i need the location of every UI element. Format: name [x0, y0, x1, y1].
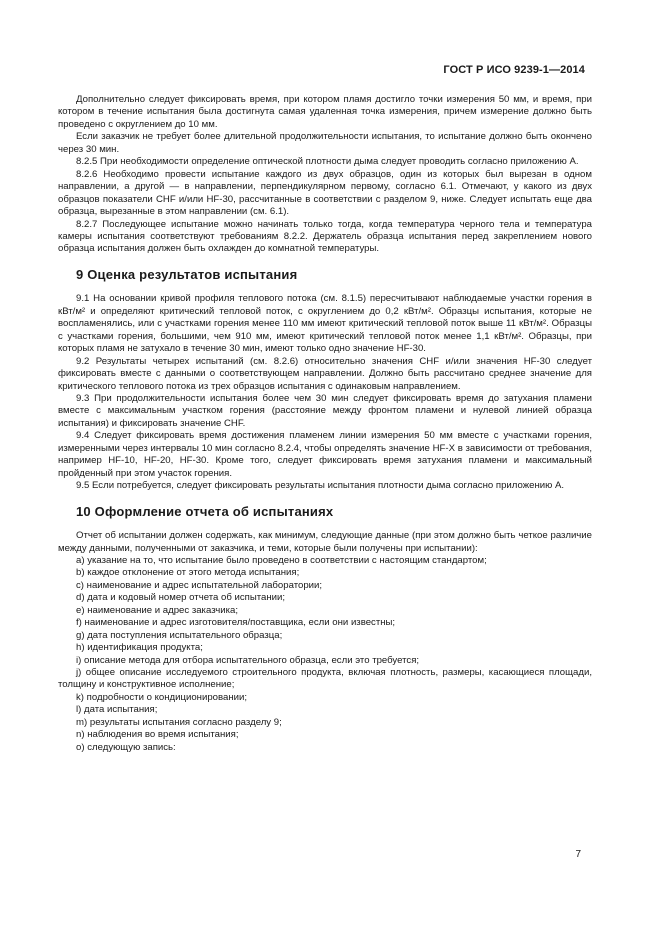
list-item: l) дата испытания; — [76, 704, 158, 716]
paragraph: Дополнительно следует фиксировать время, при котором пламя достигло точки измерения 50 мм, и время, при котором в течение испытания была достигнута самая удаленная точка измерения, причем измерение должно быть проведено с округлением до 10 мм. — [58, 94, 592, 130]
paragraph-9-3: 9.3 При продолжительности испытания более чем 30 мин следует фиксировать время до затухания пламени вместе с максимальным участком горения (расстояние между фронтом пламени и нулевой линией образца испытания) и фиксировать значение CHF. — [58, 392, 592, 429]
paragraph-8-2-6: 8.2.6 Необходимо провести испытание каждого из двух образцов, один из которых был вырезан в одном направлении, а другой — в направлении, перпендикулярном первому, согласно 6.1. Отмечают, у какого из двух образцов показатели CHF и/или HF-30, рассчитанные в соответствии с разделом 9, ниже. Следует испытать еще два образца, вырезанные в этом направлении (см. 6.1). — [58, 168, 592, 218]
list-item: n) наблюдения во время испытания; — [76, 729, 239, 741]
paragraph-9-1: 9.1 На основании кривой профиля теплового потока (см. 8.1.5) пересчитывают наблюдаемые участки горения в кВт/м² и определяют критический тепловой поток, с округлением до 0,2 кВт/м². Образцы испытания, которые не воспламенялись, или с участками горения менее 110 мм имеют критический тепловой поток выше 11 кВт/м². Образцы с участками горения, большими, чем 910 мм, имеют критический тепловой поток менее 1,1 кВт/м². Образцы, при которых пламя не затухало в течение 30 мин, имеют только одно значение HF-30. — [58, 293, 592, 355]
list-item: f) наименование и адрес изготовителя/поставщика, если они известны; — [76, 617, 396, 629]
document-body — [58, 94, 592, 754]
paragraph-8-2-5: 8.2.5 При необходимости определение оптической плотности дыма следует проводить согласно приложению А. — [76, 156, 579, 168]
paragraph-8-2-7: 8.2.7 Последующее испытание можно начинать только тогда, когда температура черного тела и температура камеры испытания соответствуют требованиям 8.2.2. Держатель образца испытания перед закреплением нового образца испытания должен быть охлажден до комнатной температуры. — [58, 218, 592, 255]
paragraph: Если заказчик не требует более длительной продолжительности испытания, то испытание должно быть окончено через 30 мин. — [58, 131, 592, 155]
document-code-header: ГОСТ Р ИСО 9239-1—2014 — [443, 64, 585, 76]
page-number: 7 — [575, 849, 581, 860]
list-item: a) указание на то, что испытание было проведено в соответствии с настоящим стандартом; — [76, 554, 487, 566]
list-item: m) результаты испытания согласно разделу 9; — [76, 716, 282, 728]
list-item: j) общее описание исследуемого строительного продукта, включая плотность, размеры, касающиеся площади, толщину и конструктивное исполнение; — [58, 667, 592, 691]
list-item: b) каждое отклонение от этого метода испытания; — [76, 567, 300, 579]
paragraph-9-2: 9.2 Результаты четырех испытаний (см. 8.2.6) относительно значения CHF и/или значения HF-30 следует фиксировать вместе с данными о соответствующем направлении. Должно быть рассчитано среднее значение для критического теплового потока из трех образцов испытания с одинаковым направлением. — [58, 355, 592, 392]
list-item: c) наименование и адрес испытательной лаборатории; — [76, 579, 323, 591]
list-item: e) наименование и адрес заказчика; — [76, 604, 239, 616]
section-10-intro: Отчет об испытании должен содержать, как минимум, следующие данные (при этом должно быть четкое различие между данными, полученными от заказчика, и теми, которые были получены при испытании): — [58, 530, 592, 554]
section-9-heading: 9 Оценка результатов испытания — [76, 266, 298, 282]
list-item: g) дата поступления испытательного образца; — [76, 629, 283, 641]
section-10-heading: 10 Оформление отчета об испытаниях — [76, 503, 334, 519]
list-item: o) следующую запись: — [76, 741, 176, 753]
list-item: d) дата и кодовый номер отчета об испытании; — [76, 592, 286, 604]
paragraph-9-4: 9.4 Следует фиксировать время достижения пламенем линии измерения 50 мм вместе с участками горения, измеренными через интервалы 10 мин согласно 8.2.4, чтобы определять значение HF-X в зависимости от требования, например HF-10, HF-20, HF-30. Кроме того, следует фиксировать время затухания пламени и максимальный пройденный при этом участок горения. — [58, 430, 592, 479]
list-item: k) подробности о кондиционировании; — [76, 691, 248, 703]
list-item: i) описание метода для отбора испытательного образца, если это требуется; — [76, 654, 420, 666]
paragraph-9-5: 9.5 Если потребуется, следует фиксировать результаты испытания плотности дыма согласно приложению А. — [76, 480, 565, 492]
list-item: h) идентификация продукта; — [76, 642, 203, 654]
